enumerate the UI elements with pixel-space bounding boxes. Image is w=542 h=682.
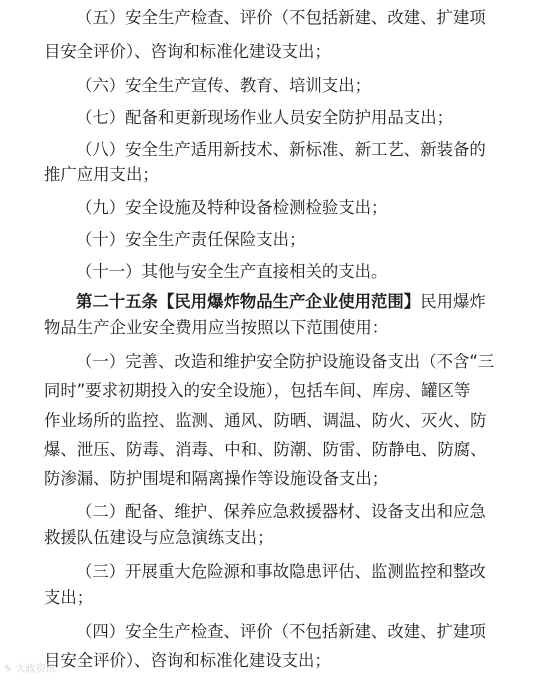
paragraph-7: （七）配备和更新现场作业人员安全防护用品支出； <box>76 108 453 127</box>
article-25-heading: 第二十五条【民用爆炸物品生产企业使用范围】 <box>76 292 421 311</box>
paragraph-8-line-1: （八）安全生产适用新技术、新标准、新工艺、新装备的 <box>76 140 486 159</box>
watermark <box>4 662 56 678</box>
paragraph-5-line-1: （五）安全生产检查、评价（不包括新建、改建、扩建项 <box>76 8 486 27</box>
item-1-line-4: 爆、泄压、防毒、消毒、中和、防潮、防雷、防静电、防腐、 <box>44 440 487 459</box>
paragraph-11: （十一）其他与安全生产直接相关的支出。 <box>76 262 388 281</box>
article-25-text-start: 民用爆炸 <box>420 292 486 311</box>
item-4-line-2: 目安全评价）、咨询和标准化建设支出； <box>44 651 331 670</box>
paragraph-8-line-2: 推广应用支出； <box>44 165 159 184</box>
item-3-line-2: 支出； <box>44 588 94 607</box>
watermark-logo-icon: ✎ <box>4 664 13 675</box>
item-1-line-2: 同时”要求初期投入的安全设施），包括车间、库房、罐区等 <box>44 381 471 400</box>
article-25-line-2: 物品生产企业安全费用应当按照以下范围使用： <box>44 318 389 337</box>
item-2-line-2: 救援队伍建设与应急演练支出； <box>44 528 274 547</box>
paragraph-9: （九）安全设施及特种设备检测检验支出； <box>76 198 388 217</box>
item-1-line-1: （一）完善、改造和维护安全防护设施设备支出（不含“三 <box>76 352 495 371</box>
article-25-line-1 <box>76 289 486 315</box>
paragraph-5-line-2: 目安全评价）、咨询和标准化建设支出； <box>44 42 331 61</box>
paragraph-6: （六）安全生产宣传、教育、培训支出； <box>76 76 372 95</box>
item-1-line-5: 防渗漏、防护围堤和隔离操作等设施设备支出； <box>44 469 389 488</box>
item-3-line-1: （三）开展重大危险源和事故隐患评估、监测监控和整改 <box>76 562 486 581</box>
item-4-line-1: （四）安全生产检查、评价（不包括新建、改建、扩建项 <box>76 622 486 641</box>
item-2-line-1: （二）配备、维护、保养应急救援器材、设备支出和应急 <box>76 502 486 521</box>
item-1-line-3: 作业场所的监控、监测、通风、防晒、调温、防火、灭火、防 <box>44 411 487 430</box>
watermark-text: 大政资讯 <box>15 664 56 675</box>
paragraph-10: （十）安全生产责任保险支出； <box>76 230 306 249</box>
